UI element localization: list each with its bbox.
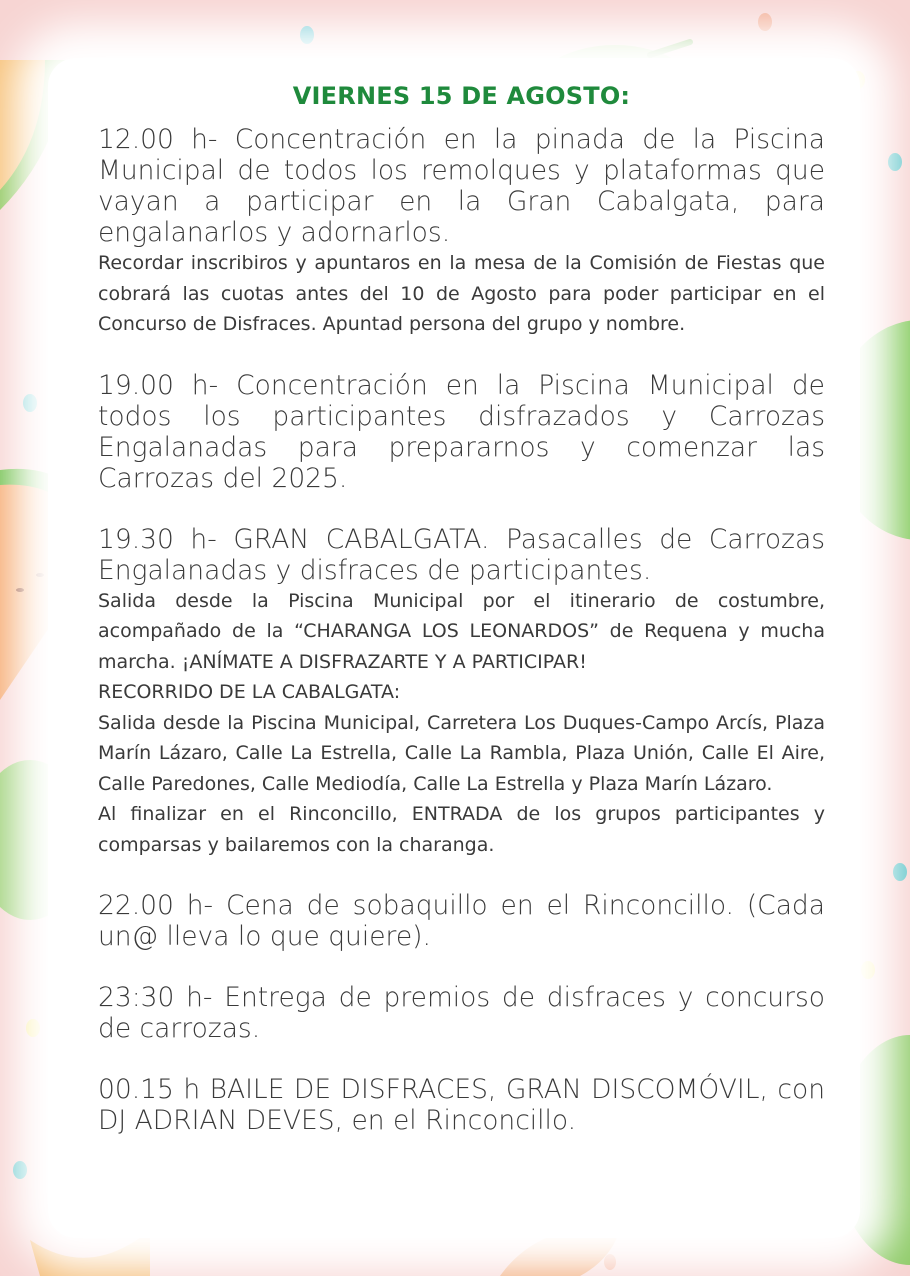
event-1200 bbox=[98, 124, 825, 340]
event-lead: 12.00 h- Concentración en la pinada de la Piscina Municipal de todos los remolques y plataformas que vayan a participar en la Gran Cabalgata, para engalanarlos y adornarlos. bbox=[98, 124, 825, 248]
route-heading: RECORRIDO DE LA CABALGATA: bbox=[98, 681, 401, 703]
event-lead: 19.00 h- Concentración en la Piscina Municipal de todos los participantes disfrazados y Carrozas Engalanadas para prepararnos y comenzar las Carrozas del 2025. bbox=[98, 369, 825, 494]
event-lead: 19.30 h- GRAN CABALGATA. Pasacalles de Carrozas Engalanadas y disfraces de participantes. bbox=[98, 523, 825, 586]
page-title: VIERNES 15 DE AGOSTO: bbox=[292, 82, 631, 110]
event-lead: 00.15 h BAILE DE DISFRACES, GRAN DISCOMÓVIL, con DJ ADRIAN DEVES, en el Rinconcillo. bbox=[98, 1074, 825, 1136]
event-2330 bbox=[98, 982, 825, 1044]
event-1900 bbox=[98, 370, 825, 494]
event-1930 bbox=[98, 524, 825, 861]
event-detail: Al finalizar en el Rinconcillo, ENTRADA de los grupos participantes y comparsas y bailaremos con la charanga. bbox=[98, 803, 825, 856]
route-description: Salida desde la Piscina Municipal, Carretera Los Duques-Campo Arcís, Plaza Marín Lázaro, Calle La Estrella, Calle La Rambla, Plaza Unión, Calle El Aire, Calle Paredones, Calle Mediodía, Calle La Estrella y Plaza Marín Lázaro. bbox=[98, 711, 825, 795]
event-lead: 23:30 h- Entrega de premios de disfraces y concurso de carrozas. bbox=[98, 982, 825, 1044]
event-detail: Salida desde la Piscina Municipal por el itinerario de costumbre, acompañado de la “CHARANGA LOS LEONARDOS” de Requena y mucha marcha. ¡ANÍMATE A DISFRAZARTE Y A PARTICIPAR! bbox=[98, 589, 825, 673]
event-lead: 22.00 h- Cena de sobaquillo en el Rinconcillo. (Cada un@ lleva lo que quiere). bbox=[98, 890, 825, 952]
schedule bbox=[98, 82, 825, 1136]
event-detail: Recordar inscribiros y apuntaros en la mesa de la Comisión de Fiestas que cobrará las cuotas antes del 10 de Agosto para poder participar en el Concurso de Disfraces. Apuntad persona del grupo y nombre. bbox=[98, 252, 825, 335]
event-2200 bbox=[98, 890, 825, 952]
event-0015 bbox=[98, 1074, 825, 1136]
